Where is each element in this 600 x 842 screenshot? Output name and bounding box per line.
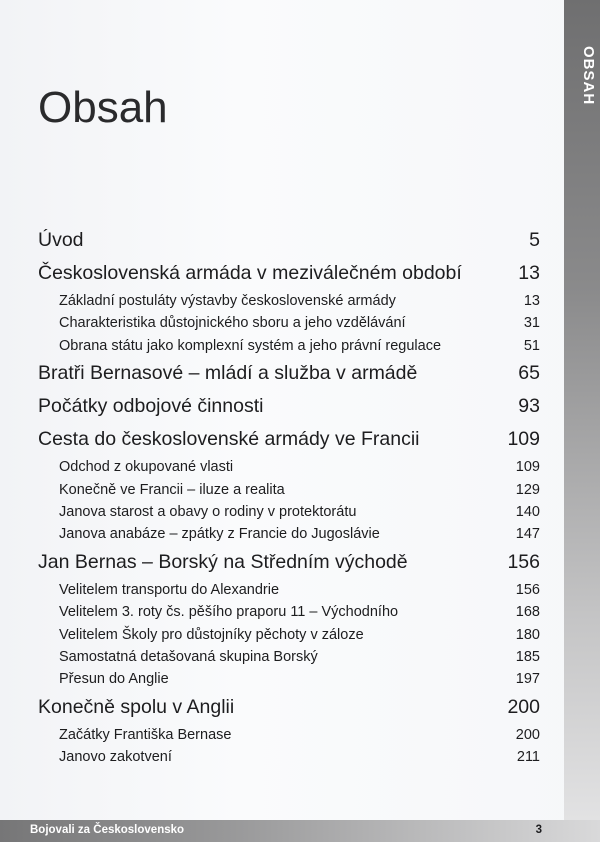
toc-page-number: 200 [515,726,540,743]
toc-subchapter [38,479,540,501]
section-tab-label: OBSAH [580,46,597,106]
toc-subchapter [38,668,540,690]
toc-entry-title: Cesta do československé armády ve Francii [38,428,420,451]
toc-entry-title: Konečně ve Francii – iluze a realita [59,481,285,498]
toc-entry-title: Velitelem Školy pro důstojníky pěchoty v záloze [59,626,364,643]
toc-chapter [38,224,540,257]
toc-entry-title: Samostatná detašovaná skupina Borský [59,648,318,665]
toc-chapter [38,357,540,390]
toc-entry-title: Úvod [38,229,84,251]
toc-entry-title: Počátky odbojové činnosti [38,395,264,418]
toc-entry-title: Janova starost a obavy o rodiny v protektorátu [59,503,357,520]
toc-subchapter [38,523,540,545]
toc-page-number: 51 [523,337,540,354]
toc-chapter [38,423,540,456]
toc-page-number: 109 [507,428,540,451]
toc-entry-title: Janovo zakotvení [59,749,172,766]
toc-page-number: 147 [515,526,540,543]
footer-book-title: Bojovali za Československo [30,824,185,836]
page-footer [0,820,600,842]
toc-chapter [38,390,540,423]
toc-page-number: 200 [507,695,540,718]
toc-page-number: 180 [515,626,540,643]
footer-page-number: 3 [535,824,542,836]
toc-page-number: 168 [515,604,540,621]
toc-page-number: 211 [516,749,540,766]
toc-page-number: 140 [515,503,540,520]
toc-page-number: 5 [529,229,540,251]
toc-subchapter [38,290,540,312]
toc-page-number: 156 [515,581,540,598]
table-of-contents [38,224,540,768]
toc-subchapter [38,501,540,523]
toc-subchapter [38,746,540,768]
toc-subchapter [38,456,540,478]
toc-entry-title: Velitelem transportu do Alexandrie [59,581,280,598]
toc-entry-title: Československá armáda v meziválečném období [38,262,462,284]
toc-chapter [38,691,540,724]
toc-page-number: 31 [523,315,540,332]
toc-entry-title: Janova anabáze – zpátky z Francie do Jugoslávie [59,526,380,543]
toc-subchapter [38,312,540,334]
toc-entry-title: Charakteristika důstojnického sboru a jeho vzdělávání [59,315,406,332]
toc-entry-title: Jan Bernas – Borský na Středním východě [38,550,408,573]
toc-page-number: 185 [515,648,540,665]
toc-chapter [38,257,540,290]
toc-entry-title: Konečně spolu v Anglii [38,695,235,718]
toc-subchapter [38,624,540,646]
toc-subchapter [38,579,540,601]
toc-page-number: 156 [507,550,540,573]
toc-subchapter [38,646,540,668]
toc-page-number: 93 [518,395,540,418]
toc-entry-title: Začátky Františka Bernase [59,726,232,743]
toc-entry-title: Základní postuláty výstavby československé armády [59,293,396,309]
toc-page-number: 109 [515,459,540,476]
toc-page-number: 197 [515,671,540,688]
toc-page-number: 13 [518,262,540,284]
toc-entry-title: Přesun do Anglie [59,671,169,688]
section-tab [564,0,600,820]
toc-entry-title: Odchod z okupované vlasti [59,459,234,476]
toc-entry-title: Bratři Bernasové – mládí a služba v armádě [38,362,418,385]
toc-subchapter [38,601,540,623]
toc-page-number: 13 [523,293,540,309]
toc-entry-title: Velitelem 3. roty čs. pěšího praporu 11 – Východního [59,604,399,621]
toc-page-number: 65 [518,362,540,385]
toc-subchapter [38,335,540,357]
toc-subchapter [38,724,540,746]
toc-chapter [38,546,540,579]
toc-entry-title: Obrana státu jako komplexní systém a jeho právní regulace [59,337,442,354]
page-title: Obsah [38,83,168,133]
toc-page-number: 129 [515,481,540,498]
